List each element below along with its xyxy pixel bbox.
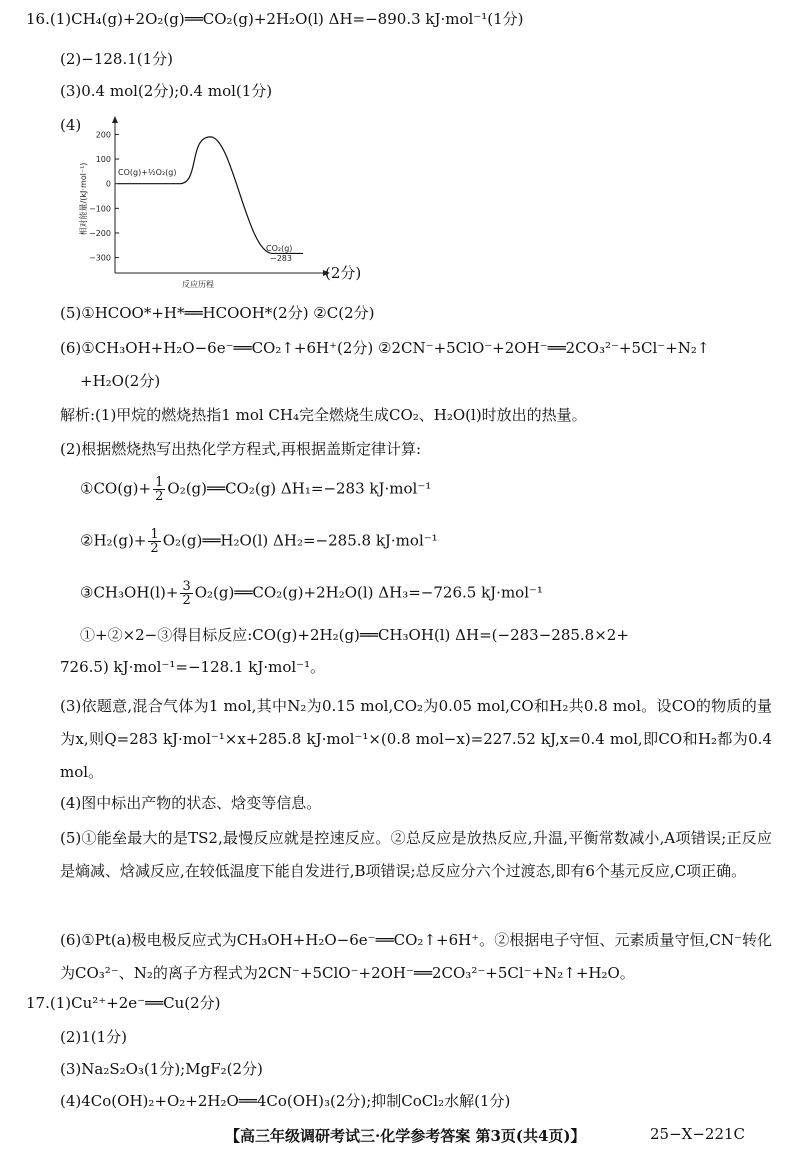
y-axis-label: 相对能量/(kJ·mol⁻¹) <box>79 162 88 236</box>
q16-part4-score: (2分) <box>325 264 362 282</box>
hess-calc-line2: 726.5) kJ·mol⁻¹=−128.1 kJ·mol⁻¹。 <box>60 658 326 676</box>
equation-2: ②H₂(g)+ $\frac{1}{2}$ O₂(g)══H₂O(l) ΔH₂=−285.8 kJ·mol⁻¹ <box>80 527 438 556</box>
q16-part2: (2)−128.1(1分) <box>60 50 174 68</box>
y-tick-label: 200 <box>95 130 111 140</box>
equation-1: ①CO(g)+ $\frac{1}{2}$ O₂(g)══CO₂(g) ΔH₁=−283 kJ·mol⁻¹ <box>80 475 432 504</box>
y-tick-label: −100 <box>89 204 111 214</box>
energy-curve <box>118 137 303 254</box>
analysis-2: (2)根据燃烧热写出热化学方程式,再根据盖斯定律计算: <box>60 440 422 458</box>
energy-profile-chart <box>78 115 338 295</box>
q16-part3: (3)0.4 mol(2分);0.4 mol(1分) <box>60 82 273 100</box>
analysis-4: (4)图中标出产物的状态、焓变等信息。 <box>60 794 322 812</box>
y-tick-label: −300 <box>89 253 111 263</box>
equation-3: ③CH₃OH(l)+ $\frac{3}{2}$ O₂(g)══CO₂(g)+2H₂O(l) ΔH₃=−726.5 kJ·mol⁻¹ <box>80 579 543 608</box>
q17-part4: (4)4Co(OH)₂+O₂+2H₂O══4Co(OH)₃(2分);抑制CoCl₂水解(1分) <box>60 1092 511 1110</box>
footer-title: 【高三年级调研考试三·化学参考答案 第3页(共4页)】 <box>225 1127 586 1145</box>
q16-part1: 16.(1)CH₄(g)+2O₂(g)══CO₂(g)+2H₂O(l) ΔH=−890.3 kJ·mol⁻¹(1分) <box>26 10 524 28</box>
analysis-1: 解析:(1)甲烷的燃烧热指1 mol CH₄完全燃烧生成CO₂、H₂O(l)时放出的热量。 <box>60 406 587 424</box>
hess-calc-line1: ①+②×2−③得目标反应:CO(g)+2H₂(g)══CH₃OH(l) ΔH=(−283−285.8×2+ <box>80 626 629 644</box>
q16-part6-line2: +H₂O(2分) <box>80 372 161 390</box>
footer-code: 25−X−221C <box>650 1125 746 1143</box>
y-axis-arrow <box>112 116 118 123</box>
q16-part6-line1: (6)①CH₃OH+H₂O−6e⁻══CO₂↑+6H⁺(2分) ②2CN⁻+5ClO⁻+2OH⁻══2CO₃²⁻+5Cl⁻+N₂↑ <box>60 339 710 357</box>
analysis-6: (6)①Pt(a)极电极反应式为CH₃OH+H₂O−6e⁻══CO₂↑+6H⁺。②根据电子守恒、元素质量守恒,CN⁻转化为CO₃²⁻、N₂的离子方程式为2CN⁻+5ClO⁻+2OH⁻══2CO₃²⁻+5Cl⁻+N₂↑+H₂O。 <box>60 931 772 982</box>
q16-part4-label: (4) <box>60 116 82 134</box>
q17-part3: (3)Na₂S₂O₃(1分);MgF₂(2分) <box>60 1060 263 1078</box>
q16-part5: (5)①HCOO*+H*══HCOOH*(2分) ②C(2分) <box>60 304 375 322</box>
analysis-3: (3)依题意,混合气体为1 mol,其中N₂为0.15 mol,CO₂为0.05 mol,CO和H₂共0.8 mol。设CO的物质的量为x,则Q=283 kJ·mol⁻¹×x+285.8 kJ·mol⁻¹×(0.8 mol−x)=227.52 kJ,x=0.4 mol,即CO和H₂都为0.4 mol。 <box>60 697 772 781</box>
q17-part2: (2)1(1分) <box>60 1028 128 1046</box>
y-tick-label: −200 <box>89 228 111 238</box>
x-axis-label: 反应历程 <box>182 280 214 289</box>
product-label: CO₂(g) <box>266 244 293 253</box>
analysis-5: (5)①能垒最大的是TS2,最慢反应就是控速反应。②总反应是放热反应,升温,平衡常数减小,A项错误;正反应是熵减、焓减反应,在较低温度下能自发进行,B项错误;总反应分六个过渡态,即有6个基元反应,C项正确。 <box>60 829 772 880</box>
y-tick-label: 100 <box>95 155 111 165</box>
y-tick-label: 0 <box>105 179 111 189</box>
reactant-label: CO(g)+½O₂(g) <box>118 168 177 177</box>
q17-part1: 17.(1)Cu²⁺+2e⁻══Cu(2分) <box>26 994 221 1012</box>
product-energy-label: −283 <box>270 254 292 263</box>
